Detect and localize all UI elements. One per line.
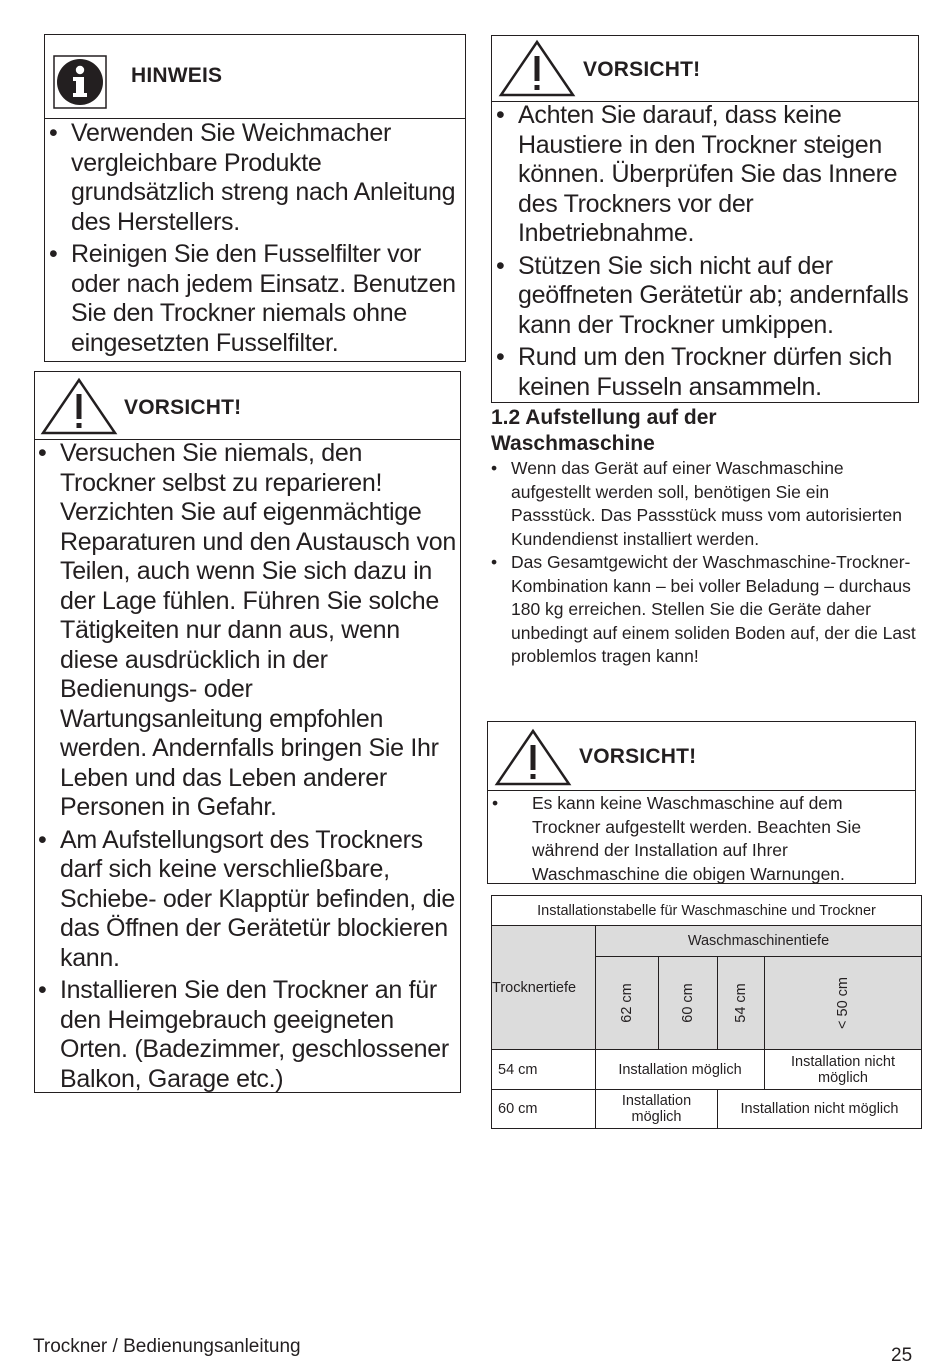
- list-item: • Es kann keine Waschmaschine auf dem Trockner aufgestellt werden. Beachten Sie während der Installation auf Ihrer Waschmaschine die obigen Warnungen.: [492, 793, 862, 884]
- list-item: • Versuchen Sie niemals, den Trockner selbst zu reparieren! Verzichten Sie auf eigenmächtige Reparaturen und den Austausch von Teilen, auch wenn Sie sich dazu in der Lage fühlen. Führen Sie solche Tätigkeiten nur dann aus, wenn diese ausdrücklich in der Bedienungs- oder Wartungsanleitung empfohlen werden. Andernfalls bringen Sie Ihr Leben und das Leben anderer Personen in Gefahr.: [38, 439, 456, 821]
- list-item: • Reinigen Sie den Fusselfilter vor oder nach jedem Einsatz. Benutzen Sie den Trockner niemals ohne eingesetzten Fusselfilter.: [49, 240, 456, 357]
- info-icon: [53, 55, 107, 109]
- column-header: 62 cm: [596, 957, 659, 1050]
- caution-right-bottom-list: [492, 792, 912, 886]
- installation-table: [491, 895, 922, 1129]
- footer-title: Trockner / Bedienungsanleitung: [33, 1336, 301, 1357]
- section-title: 1.2 Aufstellung auf der Waschmaschine: [491, 406, 717, 455]
- list-item: • Rund um den Trockner dürfen sich keinen Fusseln ansammeln.: [496, 343, 892, 401]
- caution-right-bottom-header: [488, 722, 915, 791]
- caution-right-bottom-title: VORSICHT!: [579, 745, 697, 768]
- caution-left-list: [38, 439, 458, 1094]
- caution-left-header: [35, 372, 460, 440]
- warning-icon: [493, 727, 573, 787]
- hinweis-title: HINWEIS: [131, 64, 223, 87]
- hinweis-list: [49, 119, 463, 358]
- caution-box-right-top: [491, 35, 919, 403]
- hinweis-header: [45, 35, 465, 119]
- table-row: 60 cm Installation möglich Installation nicht möglich: [492, 1090, 922, 1129]
- caution-box-left: [34, 371, 461, 1093]
- caution-left-title: VORSICHT!: [124, 396, 242, 419]
- list-item: • Verwenden Sie Weichmacher vergleichbare Produkte grundsätzlich streng nach Anleitung des Herstellers.: [49, 119, 456, 236]
- caution-right-top-title: VORSICHT!: [583, 58, 701, 81]
- column-header: 54 cm: [718, 957, 765, 1050]
- page-number: 25: [891, 1345, 913, 1364]
- table-title: Installationstabelle für Waschmaschine und Trockner: [492, 896, 922, 926]
- warning-icon: [497, 38, 577, 98]
- list-item: • Das Gesamtgewicht der Waschmaschine-Trockner-Kombination kann – bei voller Beladung – durchaus 180 kg erreichen. Stellen Sie die Geräte daher unbedingt auf einem soliden Boden auf, der die Last problemlos tragen kann!: [491, 552, 916, 666]
- row-header: Trocknertiefe: [492, 926, 596, 1050]
- caution-right-top-list: [496, 101, 916, 402]
- list-item: • Stützen Sie sich nicht auf der geöffneten Gerätetür ab; andernfalls kann der Trockner umkippen.: [496, 251, 909, 339]
- column-header: < 50 cm: [765, 957, 922, 1050]
- column-header: 60 cm: [659, 957, 718, 1050]
- column-group-header: Waschmaschinentiefe: [596, 926, 922, 957]
- table-row: 54 cm Installation möglich Installation nicht möglich: [492, 1050, 922, 1090]
- warning-icon: [39, 376, 119, 436]
- list-item: • Wenn das Gerät auf einer Waschmaschine aufgestellt werden soll, benötigen Sie ein Passstück. Das Passstück muss vom autorisierten Kundendienst installiert werden.: [491, 458, 902, 549]
- caution-right-top-header: [492, 36, 918, 102]
- section-list: [491, 457, 916, 669]
- list-item: • Installieren Sie den Trockner an für den Heimgebrauch geeigneten Orten. (Badezimmer, geschlossener Balkon, Garage etc.): [38, 976, 449, 1093]
- list-item: • Achten Sie darauf, dass keine Haustiere in den Trockner steigen können. Überprüfen Sie das Innere des Trockners vor der Inbetriebnahme.: [496, 101, 898, 247]
- hinweis-box: [44, 34, 466, 362]
- list-item: • Am Aufstellungsort des Trockners darf sich keine verschließbare, Schiebe- oder Klapptür befinden, die das Öffnen der Gerätetür blockieren kann.: [38, 825, 456, 972]
- caution-box-right-bottom: [487, 721, 916, 884]
